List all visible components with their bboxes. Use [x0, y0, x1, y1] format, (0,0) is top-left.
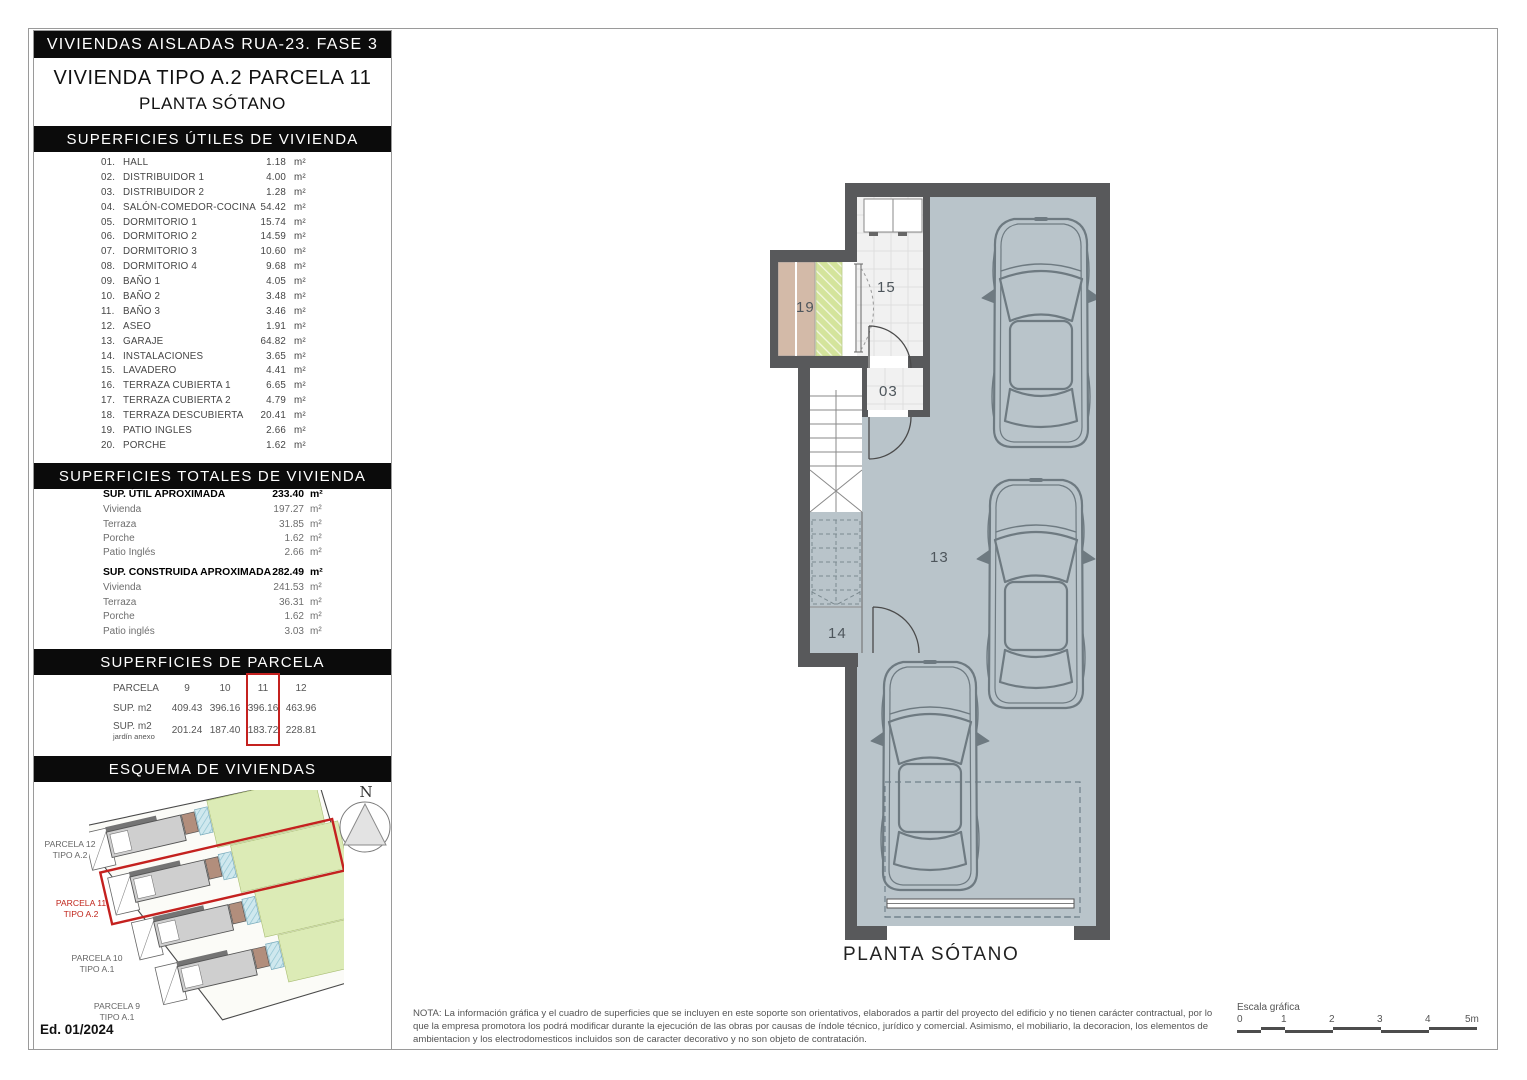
list-item: 17. TERRAZA CUBIERTA 2 4.79 m² — [101, 395, 306, 407]
page-subtitle: PLANTA SÓTANO — [139, 94, 286, 113]
total-util-row: SUP. ÚTIL APROXIMADA 233.40 m² — [103, 489, 323, 500]
list-item: 03. DISTRIBUIDOR 2 1.28 m² — [101, 186, 306, 198]
room-label-15: 15 — [877, 279, 896, 296]
parcela-11-label: PARCELA 11 TIPO A.2 — [55, 898, 107, 919]
list-item: 19. PATIO INGLES 2.66 m² — [101, 425, 306, 437]
parcela-header-bar: SUPERFICIES DE PARCELA — [34, 649, 391, 675]
site-scheme — [34, 782, 391, 1050]
plan-caption: PLANTA SÓTANO — [843, 944, 1020, 965]
room-label-13: 13 — [930, 549, 949, 566]
list-item: 11. BAÑO 3 3.46 m² — [101, 305, 306, 317]
title-box — [34, 58, 391, 126]
graphic-scale — [1237, 1002, 1482, 1036]
total-sub-row: Vivienda 241.53 m² — [103, 582, 322, 593]
list-item: 01. HALL 1.18 m² — [101, 157, 306, 168]
info-panel — [33, 30, 392, 1050]
total-sub-row: Terraza 36.31 m² — [103, 597, 322, 608]
floor-plan-drawing — [755, 170, 1125, 970]
total-sub-row: Patio inglés 3.03 m² — [103, 626, 322, 637]
room-label-19: 19 — [796, 299, 815, 316]
list-item: 18. TERRAZA DESCUBIERTA 20.41 m² — [101, 410, 306, 422]
total-built-row: SUP. CONSTRUIDA APROXIMADA 282.49 m² — [103, 567, 323, 578]
washer-dryer-units — [864, 199, 922, 236]
list-item: 05. DORMITORIO 1 15.74 m² — [101, 216, 306, 228]
scale-ticks: 0 1 2 3 4 5m — [1237, 1014, 1479, 1025]
parcela-10-label: PARCELA 10 TIPO A.1 — [71, 953, 123, 974]
total-sub-row: Terraza 31.85 m² — [103, 519, 322, 530]
total-sub-row: Porche 1.62 m² — [103, 533, 322, 544]
parcela-table: PARCELA 9 10 11 12 SUP. m2 409.43 396.16 396.16 463.96 SUP. m2 jardín anexo 201.24 187.40 183.72 228.81 — [34, 676, 391, 756]
total-sub-row: Porche 1.62 m² — [103, 611, 322, 622]
list-item: 14. INSTALACIONES 3.65 m² — [101, 350, 306, 362]
list-item: 06. DORMITORIO 2 14.59 m² — [101, 231, 306, 243]
list-item: 12. ASEO 1.91 m² — [101, 320, 306, 332]
disclaimer-note: NOTA: La información gráfica y el cuadro de superficies que se incluyen en este soporte son orientativos, elaborados a partir del proyecto del edificio y no tienen carácter contractual, por lo que la empresa promotora los podrá modificar durante la ejecución de las obras por causas de índole técnico, jurídico y comercial. Asimismo, el mobiliario, la decoracion, los elementos de ambientacion y los electrodomesticos incluidos son de caracter decorativo y no son objeto de contratación. — [413, 1008, 1213, 1046]
list-item: 15. LAVADERO 4.41 m² — [101, 365, 306, 377]
parcela-9-label: PARCELA 9 TIPO A.1 — [93, 1001, 141, 1022]
project-header-bar: VIVIENDAS AISLADAS RUA-23. FASE 3 — [34, 31, 391, 58]
room-label-03: 03 — [879, 383, 898, 400]
page-title: VIVIENDA TIPO A.2 PARCELA 11 — [53, 67, 372, 89]
list-item: 20. PORCHE 1.62 m² — [101, 439, 306, 451]
room-label-14: 14 — [828, 625, 847, 642]
parcela-12-label: PARCELA 12 TIPO A.2 — [44, 839, 96, 860]
list-item: 08. DORMITORIO 4 9.68 m² — [101, 261, 306, 273]
useful-areas-header-bar: SUPERFICIES ÚTILES DE VIVIENDA — [34, 126, 391, 152]
patio-green-hatch — [816, 262, 842, 356]
north-compass-icon — [334, 796, 396, 858]
esquema-header-bar: ESQUEMA DE VIVIENDAS — [34, 756, 391, 782]
total-sub-row: Vivienda 197.27 m² — [103, 504, 322, 515]
total-sub-row: Patio Inglés 2.66 m² — [103, 547, 322, 558]
list-item: 04. SALÓN-COMEDOR-COCINA 54.42 m² — [101, 201, 306, 213]
totals-section — [34, 489, 391, 649]
staircase-upper — [810, 368, 862, 512]
scale-title: Escala gráfica — [1237, 1002, 1300, 1013]
list-item: 09. BAÑO 1 4.05 m² — [101, 276, 306, 288]
list-item: 02. DISTRIBUIDOR 1 4.00 m² — [101, 171, 306, 183]
scale-bar — [1237, 1027, 1477, 1033]
totals-header-bar: SUPERFICIES TOTALES DE VIVIENDA — [34, 463, 391, 489]
edition-label: Ed. 01/2024 — [40, 1022, 114, 1037]
useful-areas-list — [34, 157, 391, 459]
list-item: 10. BAÑO 2 3.48 m² — [101, 291, 306, 303]
north-label: N — [359, 783, 373, 801]
list-item: 13. GARAJE 64.82 m² — [101, 335, 306, 347]
list-item: 07. DORMITORIO 3 10.60 m² — [101, 246, 306, 258]
list-item: 16. TERRAZA CUBIERTA 1 6.65 m² — [101, 380, 306, 392]
